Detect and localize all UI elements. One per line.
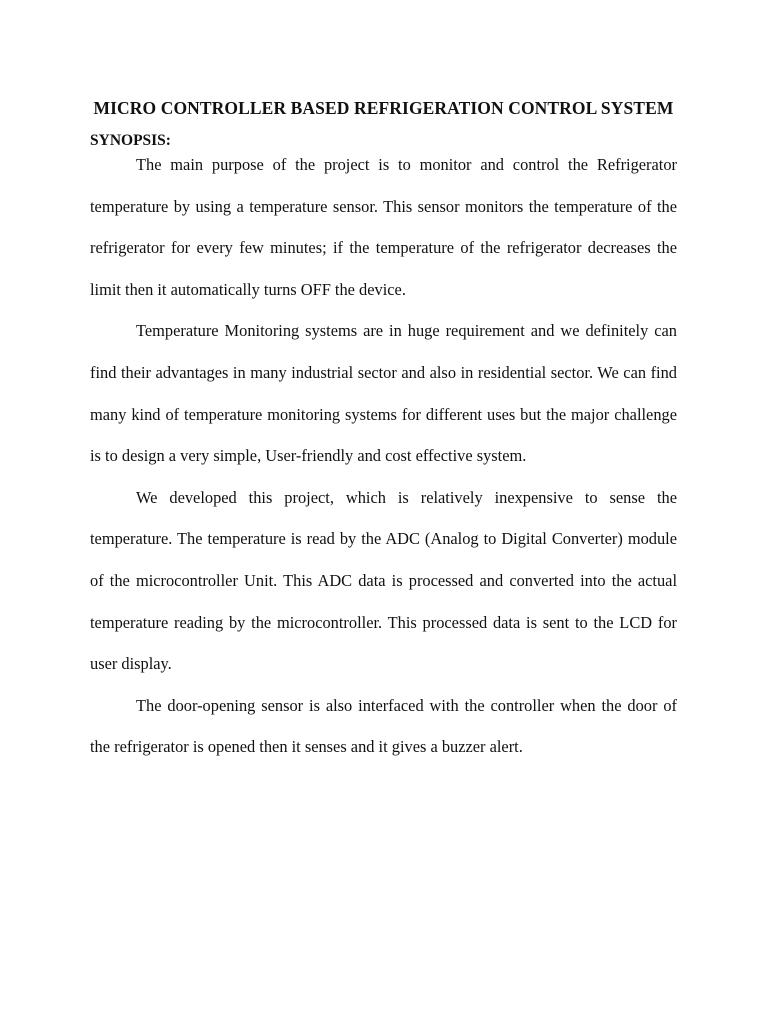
paragraph-monitoring-systems: Temperature Monitoring systems are in huge requirement and we definitely can find their advantages in many industrial sector and also in residential sector. We can find many kind of temperature monitoring systems for different uses but the major challenge is to design a very simple, User-friendly and cost effective system. xyxy=(90,321,677,466)
synopsis-heading: SYNOPSIS: xyxy=(90,132,171,149)
paragraph-purpose: The main purpose of the project is to monitor and control the Refrigerator temperature by using a temperature sensor. This sensor monitors the temperature of the refrigerator for every few minutes; if the temperature of the refrigerator decreases the limit then it automatically turns OFF the device. xyxy=(90,155,677,299)
paragraph-door-sensor: The door-opening sensor is also interfaced with the controller when the door of the refrigerator is opened then it senses and it gives a buzzer alert. xyxy=(90,695,677,757)
paragraph-development: We developed this project, which is relatively inexpensive to sense the temperature. The temperature is read by the ADC (Analog to Digital Converter) module of the microcontroller Unit. This ADC data is processed and converted into the actual temperature reading by the microcontroller. This processed data is sent to the LCD for user display. xyxy=(90,487,677,674)
document-page xyxy=(90,90,677,768)
document-title: MICRO CONTROLLER BASED REFRIGERATION CONTROL SYSTEM xyxy=(93,98,674,118)
